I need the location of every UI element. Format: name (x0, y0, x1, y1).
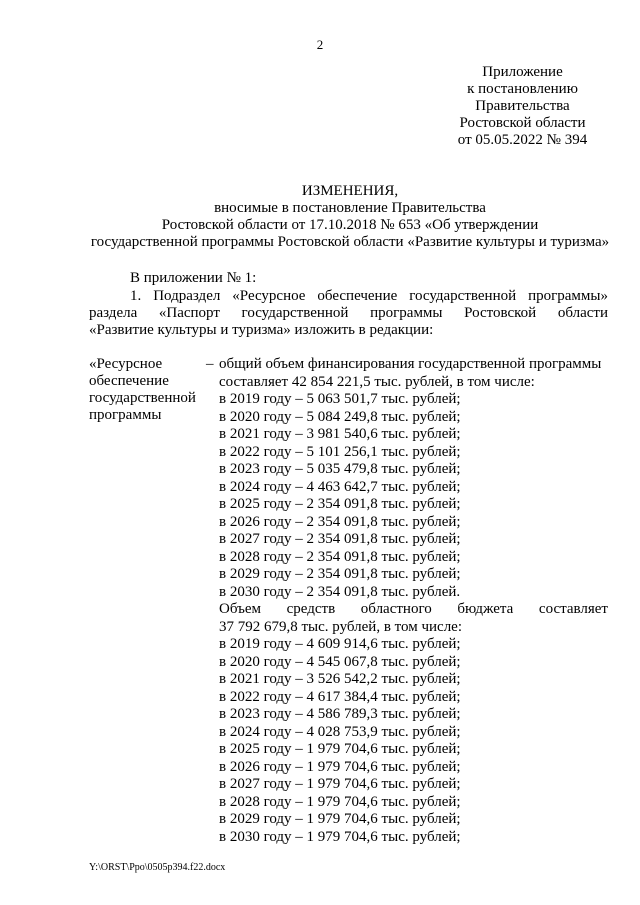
year-line: в 2021 году – 3 981 540,6 тыс. рублей; (219, 426, 461, 442)
title-line: государственной программы Ростовской области «Развитие культуры и туризма» (90, 234, 610, 250)
label-dash: – (206, 356, 214, 372)
item-1-line: раздела «Паспорт государственной программы Ростовской области (89, 305, 608, 321)
resource-label-line: «Ресурсное (89, 356, 163, 372)
appendix-header (420, 64, 625, 149)
year-line: в 2023 году – 5 035 479,8 тыс. рублей; (219, 461, 461, 477)
year-line: в 2029 году – 1 979 704,6 тыс. рублей; (219, 811, 461, 827)
year-line: в 2020 году – 5 084 249,8 тыс. рублей; (219, 408, 461, 425)
year-line: в 2025 году – 2 354 091,8 тыс. рублей; (219, 496, 461, 512)
item-1-line: 1. Подраздел «Ресурсное обеспечение государственной программы» (130, 288, 608, 304)
item-1-paragraph (89, 288, 608, 339)
year-line: в 2024 году – 4 028 753,9 тыс. рублей; (219, 723, 461, 740)
year-line: в 2030 году – 1 979 704,6 тыс. рублей; (219, 828, 461, 845)
title-line: Ростовской области от 17.10.2018 № 653 «Об утверждении (161, 217, 539, 233)
regional-budget-intro: Объем средств областного бюджета составляет (219, 601, 608, 617)
page-number: 2 (316, 37, 324, 52)
year-line: в 2028 году – 1 979 704,6 тыс. рублей; (219, 793, 461, 810)
year-line: в 2026 году – 1 979 704,6 тыс. рублей; (219, 758, 461, 775)
item-1-line: «Развитие культуры и туризма» изложить в редакции: (89, 322, 434, 338)
appendix-line: Правительства (475, 98, 570, 114)
appendix-date-number: от 05.05.2022 № 394 (457, 132, 588, 148)
title-line: вносимые в постановление Правительства (214, 200, 486, 216)
year-line: в 2025 году – 1 979 704,6 тыс. рублей; (219, 741, 461, 757)
title-heading: ИЗМЕНЕНИЯ, (301, 183, 399, 199)
financing-content (219, 356, 608, 846)
regional-budget-amount: 37 792 679,8 тыс. рублей, в том числе: (219, 618, 463, 635)
resource-label (89, 356, 209, 424)
appendix-line: Ростовской области (459, 115, 586, 131)
intro-paragraph: В приложении № 1: (130, 270, 257, 286)
appendix-line: к постановлению (467, 81, 578, 97)
file-path-footer: Y:\ORST\Ppo\0505p394.f22.docx (89, 862, 226, 873)
year-line: в 2022 году – 4 617 384,4 тыс. рублей; (219, 688, 461, 705)
year-line: в 2026 году – 2 354 091,8 тыс. рублей; (219, 513, 461, 530)
year-line: в 2027 году – 2 354 091,8 тыс. рублей; (219, 531, 461, 547)
year-line: в 2021 году – 3 526 542,2 тыс. рублей; (219, 671, 461, 687)
resource-label-line: государственной (89, 390, 196, 406)
resource-label-line: обеспечение (89, 373, 169, 389)
document-title (0, 183, 640, 251)
year-line: в 2024 году – 4 463 642,7 тыс. рублей; (219, 478, 461, 495)
year-line: в 2019 году – 5 063 501,7 тыс. рублей; (219, 391, 461, 407)
year-line: в 2029 году – 2 354 091,8 тыс. рублей; (219, 566, 461, 582)
year-line: в 2028 году – 2 354 091,8 тыс. рублей; (219, 548, 461, 565)
total-financing-amount: составляет 42 854 221,5 тыс. рублей, в том числе: (219, 373, 535, 390)
year-line: в 2019 году – 4 609 914,6 тыс. рублей; (219, 636, 461, 652)
year-line: в 2030 году – 2 354 091,8 тыс. рублей. (219, 583, 461, 600)
year-line: в 2027 году – 1 979 704,6 тыс. рублей; (219, 776, 461, 792)
year-line: в 2020 году – 4 545 067,8 тыс. рублей; (219, 653, 461, 670)
year-line: в 2022 году – 5 101 256,1 тыс. рублей; (219, 443, 461, 460)
total-financing-intro: общий объем финансирования государственной программы (219, 356, 602, 372)
appendix-line: Приложение (482, 64, 563, 80)
resource-label-line: программы (89, 407, 162, 423)
year-line: в 2023 году – 4 586 789,3 тыс. рублей; (219, 706, 461, 722)
